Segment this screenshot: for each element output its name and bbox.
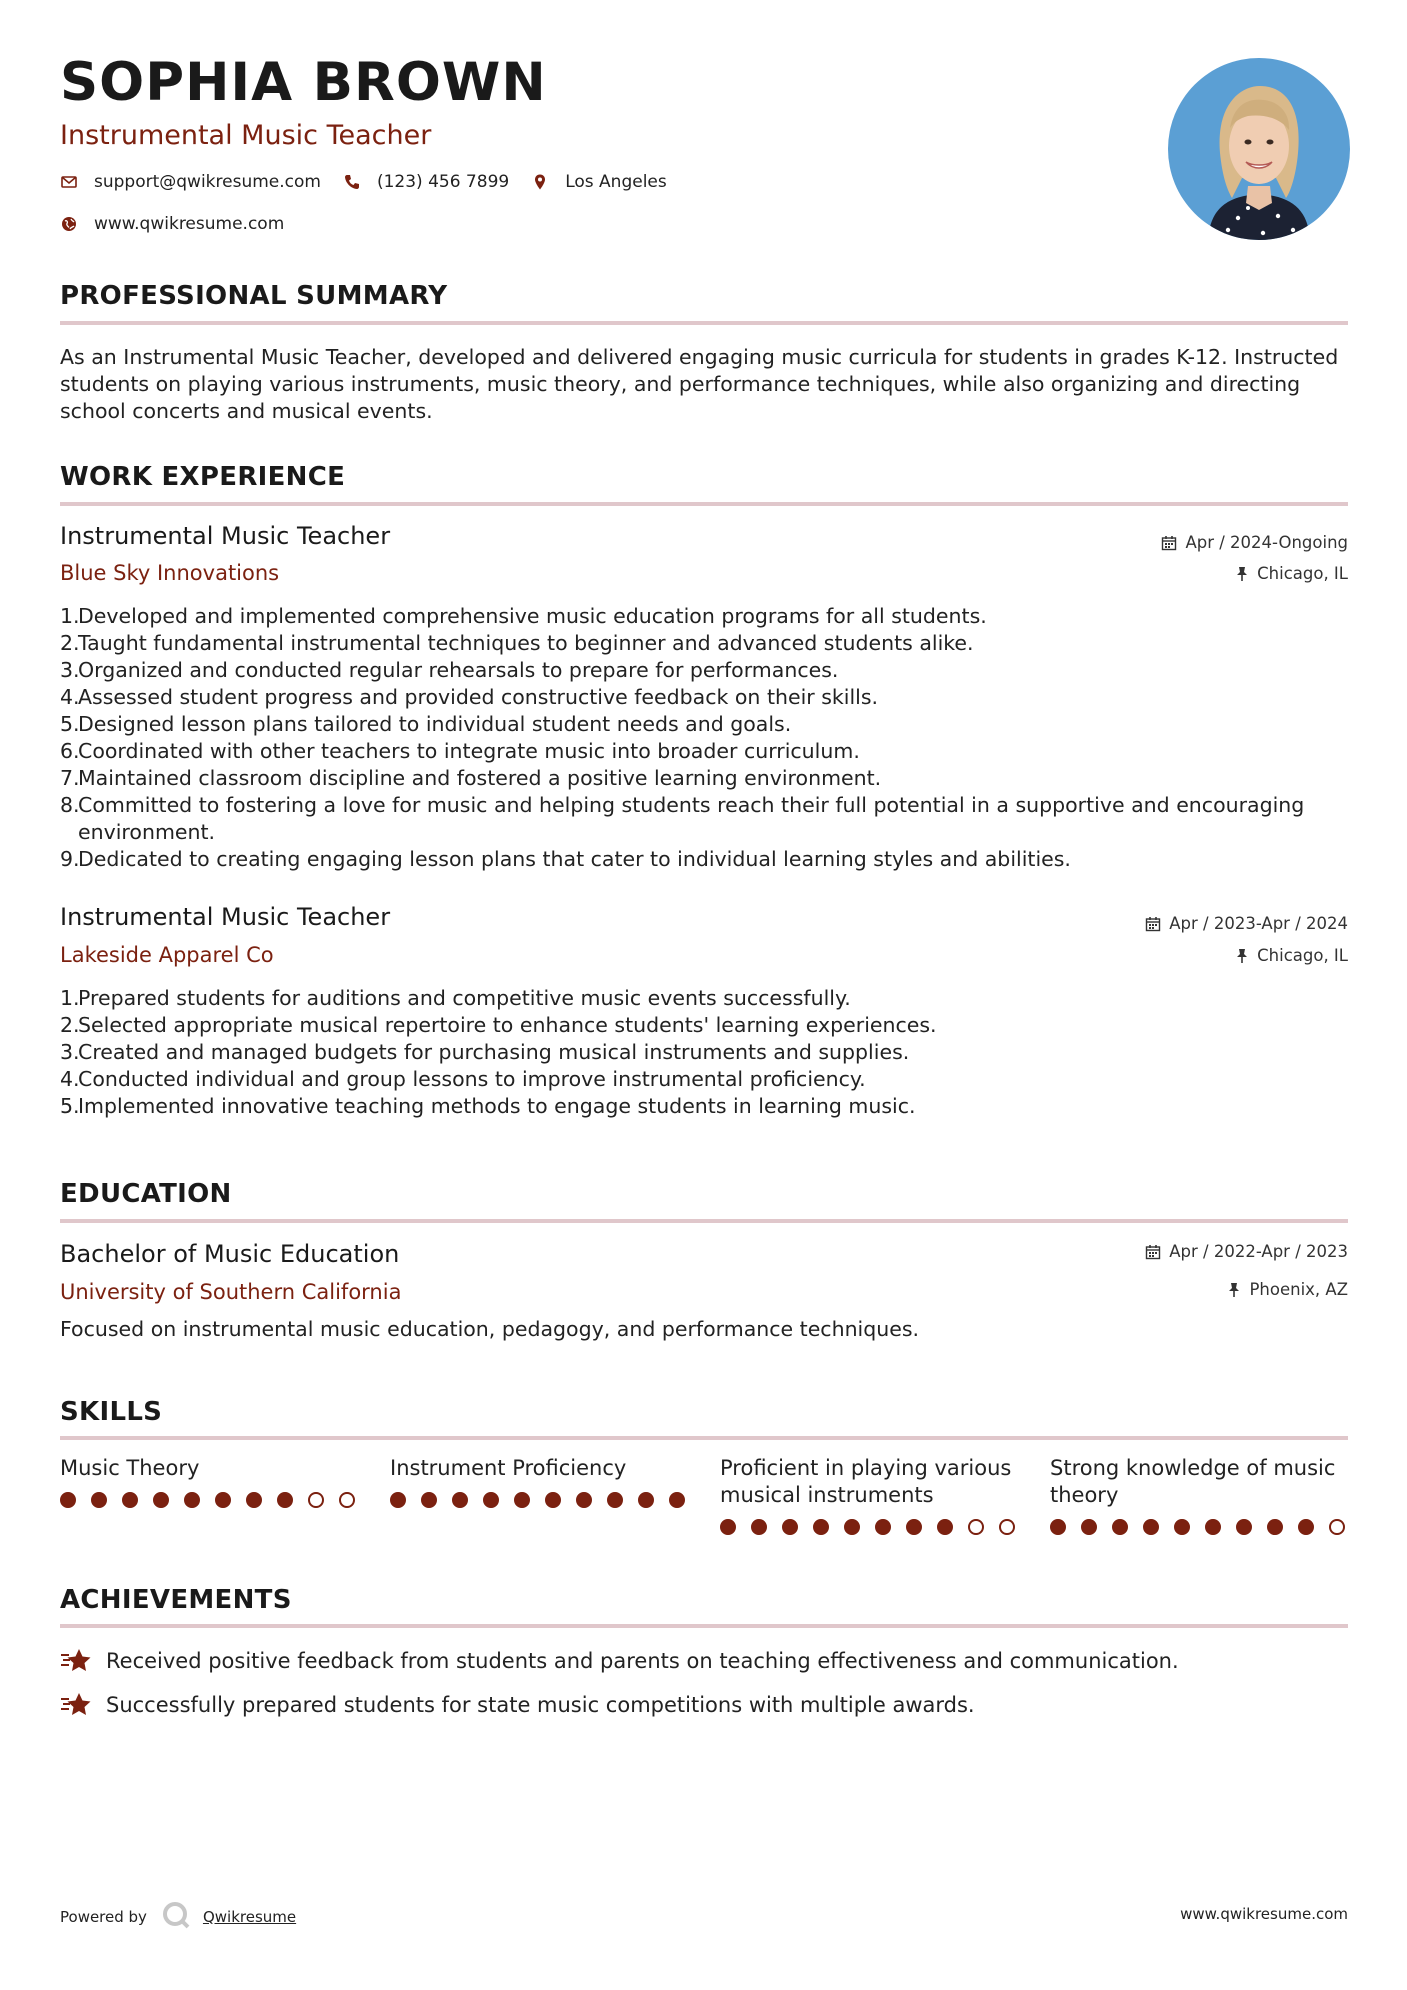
bullet-number: 3. (60, 1040, 80, 1064)
achievement-text: Successfully prepared students for state music competitions with multiple awards. (106, 1693, 975, 1717)
skill-rating (390, 1492, 700, 1508)
education-dates-text: Apr / 2022-Apr / 2023 (1169, 1242, 1348, 1261)
rating-dot-filled (1298, 1519, 1314, 1535)
bullet-text: Designed lesson plans tailored to individual student needs and goals. (78, 712, 792, 736)
skill-item (720, 1455, 1030, 1535)
job-location (1235, 946, 1348, 965)
bullet-item (60, 765, 1348, 792)
candidate-name: SOPHIA BROWN (60, 52, 547, 113)
achievement-text: Received positive feedback from students and parents on teaching effectiveness and communication. (106, 1649, 1179, 1673)
skill-name: Strong knowledge of music theory (1050, 1456, 1336, 1507)
job-dates-text: Apr / 2023-Apr / 2024 (1169, 914, 1348, 933)
star-award-icon (60, 1690, 92, 1720)
contact-website[interactable] (60, 214, 284, 234)
rating-dot-filled (576, 1492, 592, 1508)
summary-text: As an Instrumental Music Teacher, developed and delivered engaging music curricula for students in grades K-12. Instructed students on playing various instruments, music theory, and performance techniques, while also organizing and directing school concerts and musical events. (60, 345, 1339, 423)
candidate-role: Instrumental Music Teacher (60, 120, 432, 151)
calendar-icon (1145, 916, 1161, 932)
experience-divider (60, 502, 1348, 506)
qwikresume-logo-icon (161, 1900, 191, 1934)
skills-divider (60, 1436, 1348, 1440)
footer-website[interactable]: www.qwikresume.com (1180, 1905, 1348, 1923)
bullet-number: 2. (60, 631, 80, 655)
rating-dot-filled (720, 1519, 736, 1535)
bullet-number: 8. (60, 793, 80, 817)
rating-dot-filled (638, 1492, 654, 1508)
email-text: support@qwikresume.com (94, 172, 321, 192)
rating-dot-filled (60, 1492, 76, 1508)
rating-dot-filled (421, 1492, 437, 1508)
degree-title: Bachelor of Music Education (60, 1240, 400, 1268)
skill-name: Proficient in playing various musical instruments (720, 1456, 1012, 1507)
bullet-item (60, 1093, 1348, 1120)
bullet-item (60, 684, 1348, 711)
rating-dot-filled (607, 1492, 623, 1508)
rating-dot-filled (390, 1492, 406, 1508)
bullet-number: 7. (60, 766, 80, 790)
bullet-text: Dedicated to creating engaging lesson plans that cater to individual learning styles and abilities. (78, 847, 1071, 871)
rating-dot-filled (91, 1492, 107, 1508)
rating-dot-empty (999, 1519, 1015, 1535)
contact-phone[interactable] (343, 172, 509, 192)
bullet-text: Conducted individual and group lessons to improve instrumental proficiency. (78, 1067, 866, 1091)
powered-by-label: Powered by (60, 1908, 147, 1926)
job-location-text: Chicago, IL (1257, 564, 1348, 583)
skill-rating (1050, 1519, 1360, 1535)
bullet-number: 1. (60, 986, 80, 1010)
skills-heading: SKILLS (60, 1397, 163, 1427)
rating-dot-filled (1050, 1519, 1066, 1535)
job-title: Instrumental Music Teacher (60, 522, 391, 550)
rating-dot-filled (1236, 1519, 1252, 1535)
bullet-number: 1. (60, 604, 80, 628)
job-company: Blue Sky Innovations (60, 561, 280, 585)
bullet-item (60, 657, 1348, 684)
skill-name: Instrument Proficiency (390, 1456, 627, 1480)
bullet-number: 5. (60, 712, 80, 736)
contact-row-1 (60, 172, 689, 192)
rating-dot-filled (782, 1519, 798, 1535)
star-award-icon (60, 1646, 92, 1676)
rating-dot-empty (1329, 1519, 1345, 1535)
experience-heading: WORK EXPERIENCE (60, 462, 346, 492)
rating-dot-filled (875, 1519, 891, 1535)
rating-dot-filled (246, 1492, 262, 1508)
rating-dot-filled (1143, 1519, 1159, 1535)
achievement-item (60, 1646, 1179, 1676)
pushpin-icon (1227, 1282, 1241, 1298)
bullet-item (60, 985, 1348, 1012)
achievements-heading: ACHIEVEMENTS (60, 1585, 292, 1615)
bullet-item (60, 603, 1348, 630)
contact-email[interactable] (60, 172, 321, 192)
profile-photo (1168, 58, 1350, 240)
summary-divider (60, 321, 1348, 325)
rating-dot-filled (277, 1492, 293, 1508)
education-dates (1145, 1242, 1348, 1261)
skill-name: Music Theory (60, 1456, 200, 1480)
rating-dot-filled (844, 1519, 860, 1535)
job-dates (1145, 914, 1348, 933)
globe-icon (60, 215, 78, 233)
rating-dot-filled (122, 1492, 138, 1508)
contact-row-2 (60, 214, 306, 234)
school-name: University of Southern California (60, 1280, 402, 1304)
bullet-text: Assessed student progress and provided constructive feedback on their skills. (78, 685, 879, 709)
education-location-text: Phoenix, AZ (1249, 1280, 1348, 1299)
bullet-item (60, 792, 1348, 846)
skill-rating (60, 1492, 370, 1508)
bullet-item (60, 630, 1348, 657)
rating-dot-filled (1267, 1519, 1283, 1535)
rating-dot-filled (215, 1492, 231, 1508)
education-description: Focused on instrumental music education, pedagogy, and performance techniques. (60, 1317, 920, 1341)
rating-dot-filled (813, 1519, 829, 1535)
rating-dot-filled (514, 1492, 530, 1508)
map-pin-icon (531, 173, 549, 191)
envelope-icon (60, 173, 78, 191)
bullet-text: Taught fundamental instrumental techniques to beginner and advanced students alike. (78, 631, 974, 655)
bullet-text: Developed and implemented comprehensive music education programs for all students. (78, 604, 987, 628)
rating-dot-filled (937, 1519, 953, 1535)
bullet-text: Prepared students for auditions and competitive music events successfully. (78, 986, 851, 1010)
bullet-item (60, 738, 1348, 765)
bullet-text: Implemented innovative teaching methods to engage students in learning music. (78, 1094, 916, 1118)
job-title: Instrumental Music Teacher (60, 903, 391, 931)
bullet-text: Created and managed budgets for purchasing musical instruments and supplies. (78, 1040, 910, 1064)
calendar-icon (1161, 535, 1177, 551)
rating-dot-filled (452, 1492, 468, 1508)
rating-dot-filled (153, 1492, 169, 1508)
job-dates (1161, 533, 1348, 552)
rating-dot-filled (751, 1519, 767, 1535)
job-location (1235, 564, 1348, 583)
phone-icon (343, 173, 361, 191)
achievements-divider (60, 1624, 1348, 1628)
bullet-number: 4. (60, 1067, 80, 1091)
education-heading: EDUCATION (60, 1179, 232, 1209)
bullet-number: 9. (60, 847, 80, 871)
calendar-icon (1145, 1244, 1161, 1260)
bullet-text: Maintained classroom discipline and fostered a positive learning environment. (78, 766, 882, 790)
bullet-item (60, 711, 1348, 738)
rating-dot-filled (669, 1492, 685, 1508)
rating-dot-filled (1174, 1519, 1190, 1535)
contact-location (531, 172, 667, 192)
rating-dot-filled (1205, 1519, 1221, 1535)
rating-dot-empty (339, 1492, 355, 1508)
bullet-item (60, 846, 1348, 873)
rating-dot-filled (906, 1519, 922, 1535)
education-location (1227, 1280, 1348, 1299)
summary-heading: PROFESSIONAL SUMMARY (60, 281, 448, 311)
rating-dot-empty (968, 1519, 984, 1535)
pushpin-icon (1235, 948, 1249, 964)
bullet-text: Selected appropriate musical repertoire to enhance students' learning experiences. (78, 1013, 937, 1037)
location-text: Los Angeles (565, 172, 667, 192)
skill-item (390, 1455, 700, 1508)
rating-dot-filled (545, 1492, 561, 1508)
bullet-item (60, 1012, 1348, 1039)
bullet-item (60, 1066, 1348, 1093)
footer-powered (60, 1900, 296, 1934)
rating-dot-empty (308, 1492, 324, 1508)
bullet-number: 3. (60, 658, 80, 682)
skill-rating (720, 1519, 1030, 1535)
bullet-number: 4. (60, 685, 80, 709)
job-dates-text: Apr / 2024-Ongoing (1185, 533, 1348, 552)
job-company: Lakeside Apparel Co (60, 943, 274, 967)
phone-text: (123) 456 7899 (376, 172, 510, 192)
rating-dot-filled (483, 1492, 499, 1508)
bullet-item (60, 1039, 1348, 1066)
skill-item (1050, 1455, 1360, 1535)
bullet-text: Committed to fostering a love for music and helping students reach their full potential in a supportive and encouraging environment. (78, 793, 1305, 844)
rating-dot-filled (1081, 1519, 1097, 1535)
bullet-text: Organized and conducted regular rehearsals to prepare for performances. (78, 658, 839, 682)
job-location-text: Chicago, IL (1257, 946, 1348, 965)
bullet-number: 5. (60, 1094, 80, 1118)
job-bullets (60, 985, 1348, 1120)
pushpin-icon (1235, 566, 1249, 582)
bullet-number: 6. (60, 739, 80, 763)
achievement-item (60, 1690, 975, 1720)
education-divider (60, 1219, 1348, 1223)
job-bullets (60, 603, 1348, 873)
bullet-number: 2. (60, 1013, 80, 1037)
rating-dot-filled (1112, 1519, 1128, 1535)
skill-item (60, 1455, 370, 1508)
bullet-text: Coordinated with other teachers to integrate music into broader curriculum. (78, 739, 860, 763)
qwikresume-link[interactable]: Qwikresume (202, 1908, 297, 1926)
rating-dot-filled (184, 1492, 200, 1508)
website-text: www.qwikresume.com (94, 214, 285, 234)
